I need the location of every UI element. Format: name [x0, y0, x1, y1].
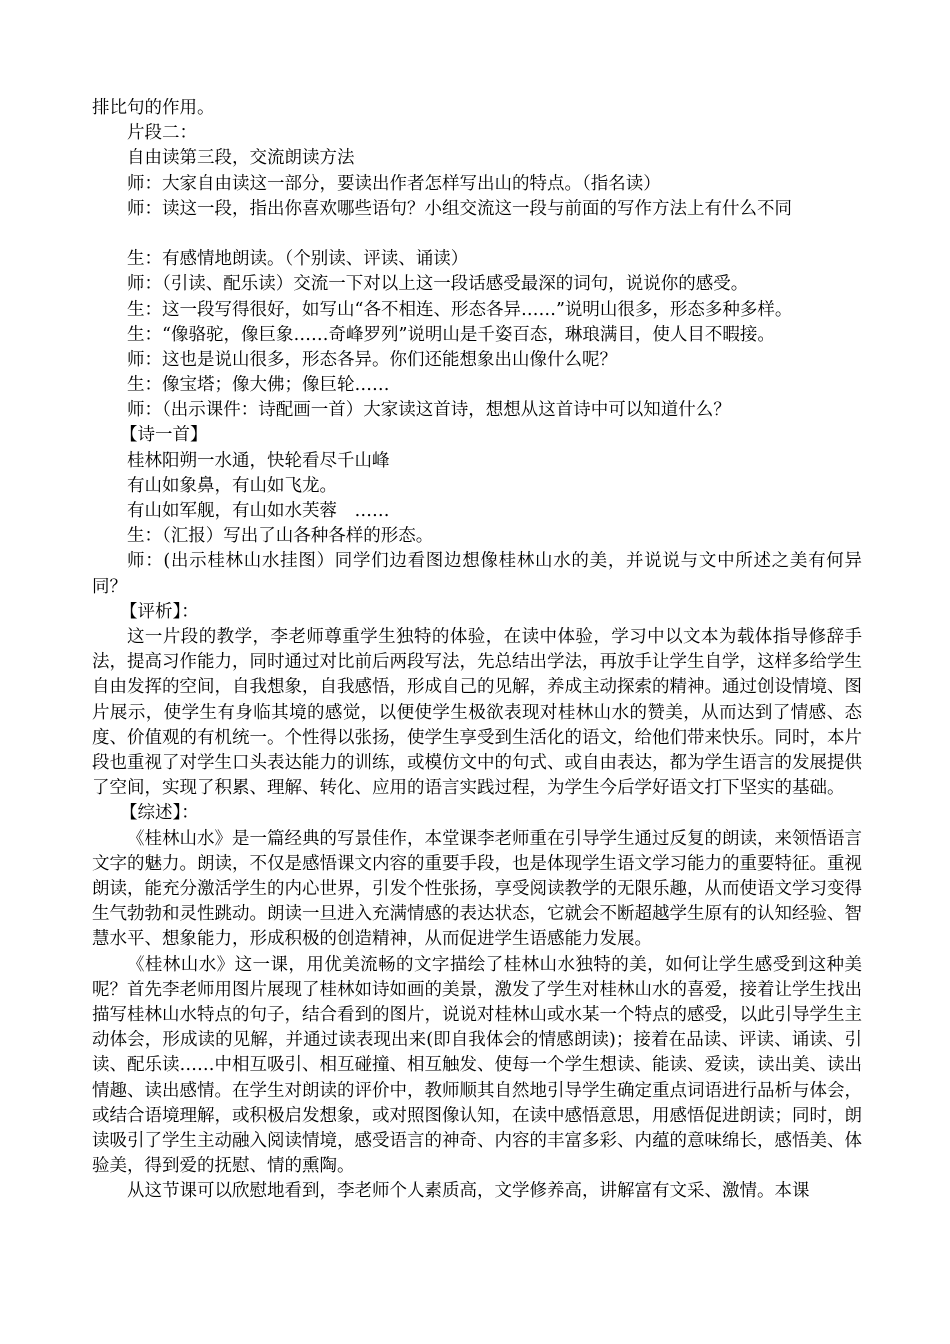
- analysis-heading: 【评析】：: [120, 601, 199, 622]
- text-line: 排比句的作用。: [92, 98, 215, 118]
- text-line: 生：有感情地朗读。（个别读、评读、诵读）: [127, 249, 469, 270]
- text-line: 师：读这一段，指出你喜欢哪些语句？小组交流这一段与前面的写作方法上有什么不同: [127, 198, 792, 219]
- text-line: 自由读第三段，交流朗读方法: [127, 148, 355, 169]
- poem-line: 桂林阳朔一水通，快轮看尽千山峰: [127, 450, 390, 471]
- poem-line: 有山如军舰，有山如水芙蓉 ……: [127, 501, 390, 521]
- text-line: 师：（出示课件：诗配画一首）大家读这首诗，想想从这首诗中可以知道什么？: [127, 400, 731, 421]
- text-line: 生：“像骆驼，像巨象……奇峰罗列”说明山是千姿百态，琳琅满目，使人目不暇接。: [127, 324, 775, 345]
- text-line: 生：这一段写得很好，如写山“各不相连、形态各异……”说明山很多，形态多种多样。: [127, 299, 793, 320]
- blank-line: [92, 222, 862, 247]
- text-line: 生：像宝塔；像大佛；像巨轮……: [127, 375, 390, 396]
- summary-paragraph: 《桂林山水》是一篇经典的写景佳作，本堂课李老师重在引导学生通过反复的朗读，来领悟语言文字的魅力。朗读，不仅是感悟课文内容的重要手段，也是体现学生语文学习能力的重要特征。重视朗读，能充分激活学生的内心世界，引发个性张扬，享受阅读教学的无限乐趣，从而使语文学习变得生气勃勃和灵性跳动。朗读一旦进入充满情感的表达状态，它就会不断超越学生原有的认知经验、智慧水平、想象能力，形成积极的创造精神，从而促进学生语感能力发展。: [92, 828, 862, 950]
- document-page: [92, 96, 862, 1205]
- analysis-paragraph: 这一片段的教学，李老师尊重学生独特的体验，在读中体验，学习中以文本为载体指导修辞手法，提高习作能力，同时通过对比前后两段写法，先总结出学法，再放手让学生自学，这样多给学生自由发挥的空间，自我想象，自我感悟，形成自己的见解，养成主动探索的精神。通过创设情境、图片展示，使学生有身临其境的感觉，以便使学生极欲表现对桂林山水的赞美，从而达到了情感、态度、价值观的有机统一。个性得以张扬，使学生享受到生活化的语文，给他们带来快乐。同时，本片段也重视了对学生口头表达能力的训练，或模仿文中的句式、或自由表达，都为学生语言的发展提供了空间，实现了积累、理解、转化、应用的语言实践过程，为学生今后学好语文打下坚实的基础。: [92, 626, 862, 799]
- teacher-map-paragraph: 师：(出示桂林山水挂图）同学们边看图边想像桂林山水的美，并说说与文中所述之美有何异同？: [92, 551, 862, 597]
- text-line: 师：这也是说山很多，形态各异。你们还能想象出山像什么呢？: [127, 349, 617, 370]
- summary-paragraph: 《桂林山水》这一课，用优美流畅的文字描绘了桂林山水独特的美，如何让学生感受到这种美呢？首先李老师用图片展现了桂林如诗如画的美景，激发了学生对桂林山水的喜爱，接着让学生找出描写桂林山水特点的句子，结合看到的图片，说说对桂林山或水某一个特点的感受，以此引导学生主动体会，形成读的见解，并通过读表现出来(即自我体会的情感朗读)；接着在品读、评读、诵读、引读、配乐读……中相互吸引、相互碰撞、相互触发、使每一个学生想读、能读、爱读，读出美、读出情趣、读出感情。在学生对朗读的评价中，教师顺其自然地引导学生确定重点词语进行品析与体会，或结合语境理解，或积极启发想象，或对照图像认知，在读中感悟意思，用感悟促进朗读；同时，朗读吸引了学生主动融入阅读情境，感受语言的神奇、内容的丰富多彩、内蕴的意味绵长，感悟美、体验美，得到爱的抚慰、情的熏陶。: [92, 954, 862, 1177]
- fragment-heading: 片段二：: [127, 123, 197, 144]
- poem-heading: 【诗一首】: [120, 425, 208, 446]
- summary-heading: 【综述】：: [120, 803, 199, 824]
- summary-paragraph: 从这节课可以欣慰地看到，李老师个人素质高，文学修养高，讲解富有文采、激情。本课: [127, 1181, 810, 1202]
- poem-line: 有山如象鼻，有山如飞龙。: [127, 475, 337, 496]
- text-line: 生：（汇报）写出了山各种各样的形态。: [127, 526, 434, 547]
- text-line: 师：大家自由读这一部分，要读出作者怎样写出山的特点。（指名读）: [127, 173, 661, 194]
- text-line: 师：（引读、配乐读）交流一下对以上这一段话感受最深的词句，说说你的感受。: [127, 274, 749, 295]
